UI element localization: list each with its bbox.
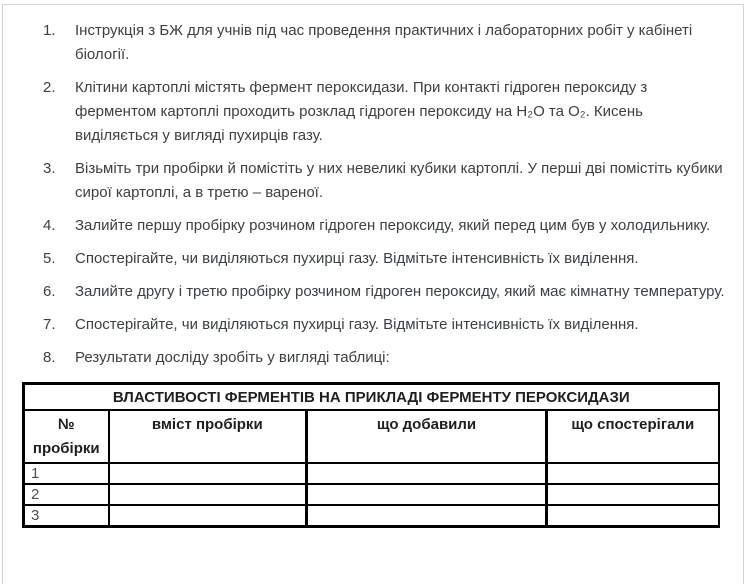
cell-tube-contents [109,484,307,505]
document-page [2,4,744,584]
cell-tube-contents [109,505,307,527]
column-header-tube-contents: вміст пробірки [109,410,307,463]
list-item [41,214,725,238]
list-item-text: Залийте першу пробірку розчином гідроген пероксиду, який перед цим був у холодильнику. [75,217,711,234]
list-item [41,76,725,148]
list-item-text: Візьміть три пробірки й помістіть у них невеликі кубики картоплі. У перші дві помістіть кубики сирої картоплі, а в третю – вареної. [75,160,723,201]
cell-what-observed [547,505,719,527]
list-item-text: Результати досліду зробіть у вигляді таблиці: [75,349,390,366]
list-item [41,19,725,67]
list-item-number: 7. [43,316,56,333]
column-header-what-observed: що спостерігали [547,410,719,463]
list-item-number: 3. [43,160,56,177]
list-item [41,313,725,337]
instruction-list [3,5,743,370]
cell-what-added [307,463,547,484]
list-item-number: 1. [43,22,56,39]
cell-what-observed [547,463,719,484]
results-table [22,382,720,528]
list-item-number: 2. [43,79,56,96]
table-row [24,484,719,505]
cell-what-observed [547,484,719,505]
cell-tube-contents [109,463,307,484]
cell-tube-number: 2 [24,484,109,505]
list-item [41,157,725,205]
cell-what-added [307,505,547,527]
list-item-number: 8. [43,349,56,366]
column-header-tube-number: № пробірки [24,410,109,463]
cell-what-added [307,484,547,505]
list-item-number: 5. [43,250,56,267]
column-header-what-added: що добавили [307,410,547,463]
list-item-text: Спостерігайте, чи виділяються пухирці газу. Відмітьте інтенсивність їх виділення. [75,316,639,333]
cell-tube-number: 1 [24,463,109,484]
cell-tube-number: 3 [24,505,109,527]
table-title-row [24,384,719,410]
list-item-text: Клітини картоплі містять фермент пероксидази. При контакті гідроген пероксиду з ферментом картоплі проходить розклад гідроген пероксиду на H₂O та O₂. Кисень виділяється у вигляді пухирців газу. [75,79,648,144]
list-item [41,346,725,370]
table-row [24,463,719,484]
table-title: ВЛАСТИВОСТІ ФЕРМЕНТІВ НА ПРИКЛАДІ ФЕРМЕНТУ ПЕРОКСИДАЗИ [24,384,719,410]
list-item [41,280,725,304]
list-item-number: 6. [43,283,56,300]
list-item-text: Спостерігайте, чи виділяються пухирці газу. Відмітьте інтенсивність їх виділення. [75,250,639,267]
list-item-text: Залийте другу і третю пробірку розчином гідроген пероксиду, який має кімнатну температуру. [75,283,725,300]
list-item-number: 4. [43,217,56,234]
table-header-row [24,410,719,463]
list-item-text: Інструкція з БЖ для учнів під час проведення практичних і лабораторних робіт у кабінеті біології. [75,22,693,63]
table-row [24,505,719,527]
list-item [41,247,725,271]
